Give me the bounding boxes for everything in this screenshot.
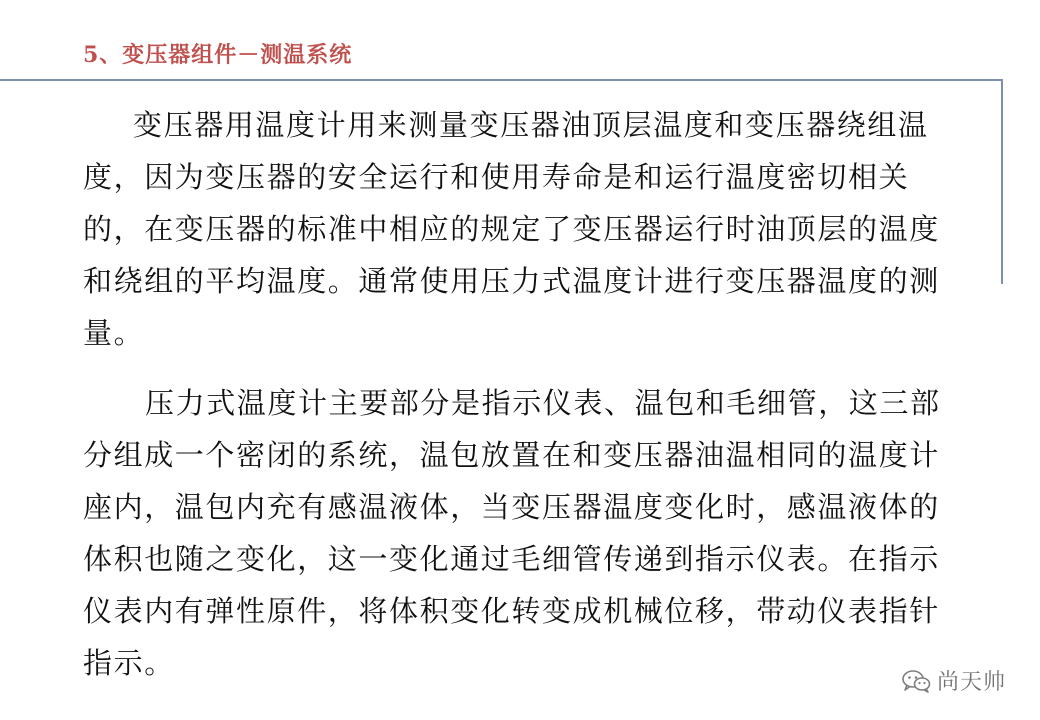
title-frame-edge <box>1001 79 1003 284</box>
wechat-icon <box>901 668 931 694</box>
paragraph-thermometer-purpose: 变压器用温度计用来测量变压器油顶层温度和变压器绕组温度，因为变压器的安全运行和使用寿命是和运行温度密切相关的，在变压器的标准中相应的规定了变压器运行时油顶层的温度和绕组的平均温度。通常使用压力式温度计进行变压器温度的测量。 <box>83 108 940 350</box>
title-divider <box>0 79 1003 81</box>
paragraph-pressure-thermometer: 压力式温度计主要部分是指示仪表、温包和毛细管，这三部分组成一个密闭的系统，温包放置在和变压器油温相同的温度计座内，温包内充有感温液体，当变压器温度变化时，感温液体的体积也随之变化，这一变化通过毛细管传递到指示仪表。在指示仪表内有弹性原件，将体积变化转变成机械位移，带动仪表指针指示。 <box>83 386 941 680</box>
watermark <box>901 665 1006 696</box>
slide-body <box>83 99 963 689</box>
watermark-text: 尚天帅 <box>936 670 1006 695</box>
slide-title: 5、变压器组件－测温系统 <box>83 42 353 68</box>
